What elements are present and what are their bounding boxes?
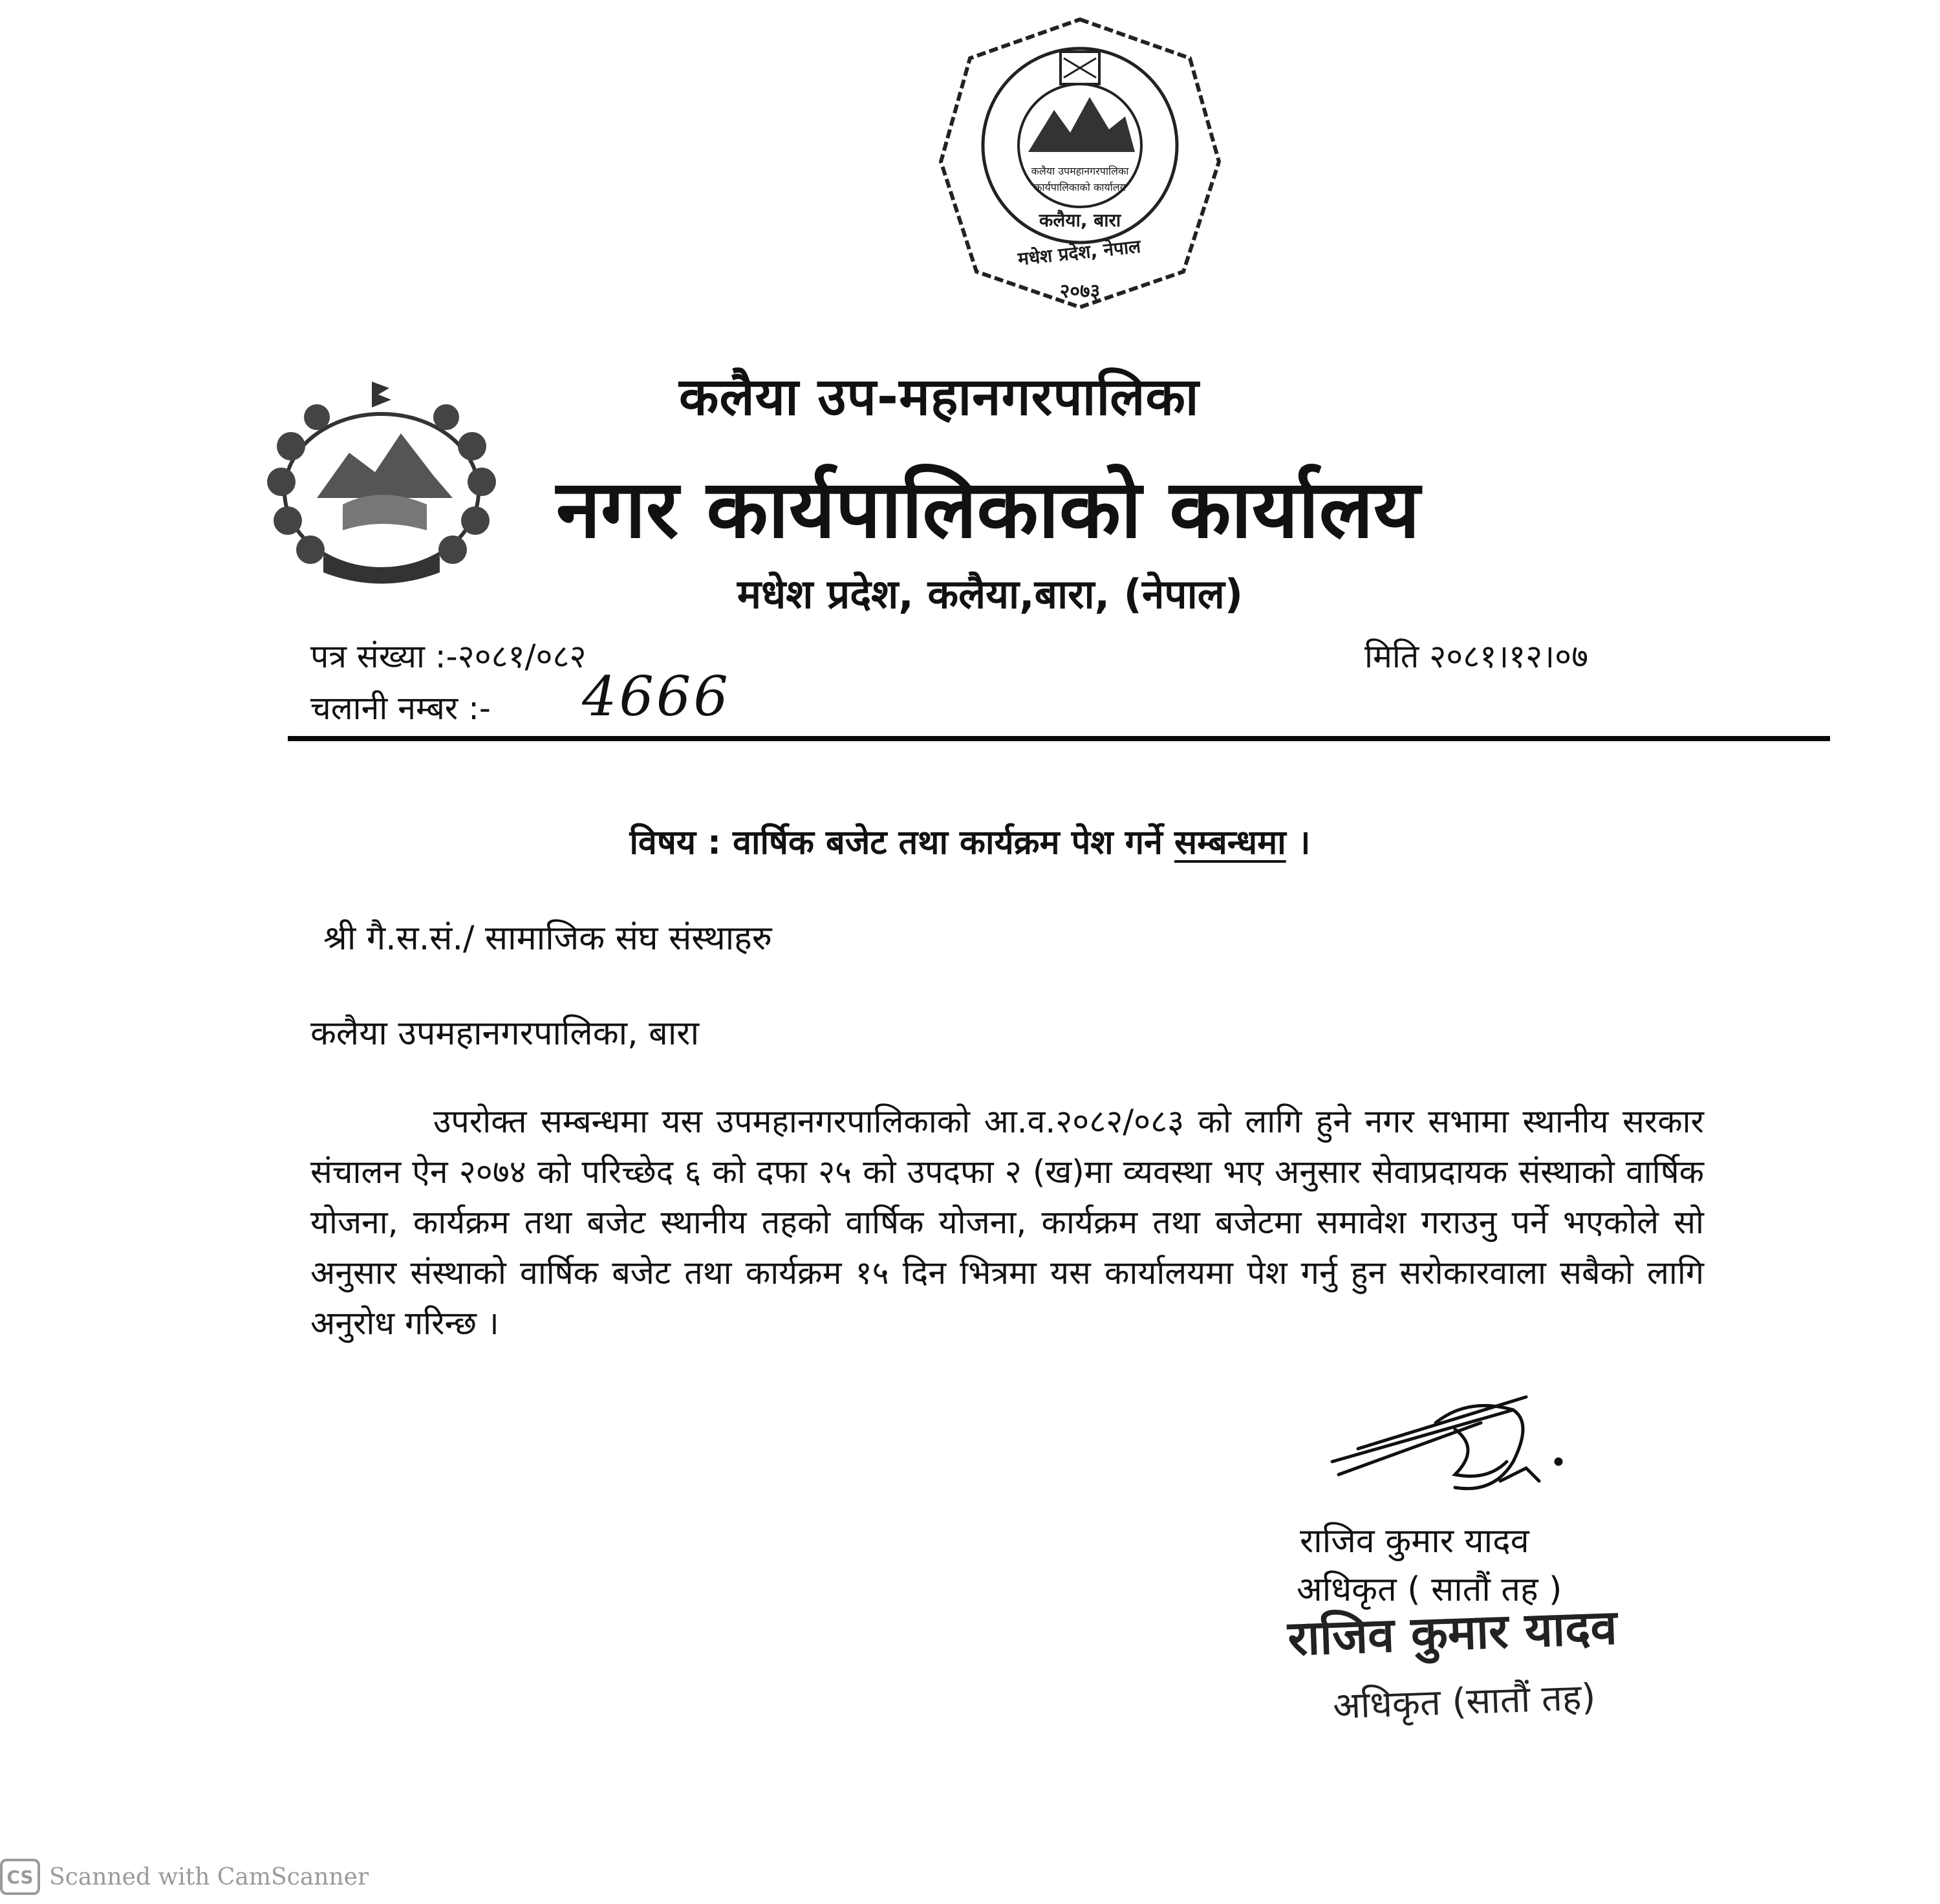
camscanner-watermark — [0, 1857, 369, 1896]
seal-text-line2: कार्यपालिकाको कार्यालय — [1034, 181, 1126, 193]
dispatch-number-label: चलानी नम्बर :- — [310, 689, 491, 727]
signer-title: अधिकृत ( सातौं तह ) — [1297, 1570, 1562, 1609]
name-stamp: राजिव कुमार यादव — [1287, 1599, 1618, 1667]
subject-underlined: सम्बन्धमा — [1174, 823, 1286, 862]
subject-line — [310, 821, 1630, 865]
seal-text-line1: कलैया उपमहानगरपालिका — [1031, 165, 1129, 177]
subject-suffix: । — [1297, 823, 1311, 862]
letter-body: उपरोक्त सम्बन्धमा यस उपमहानगरपालिकाको आ.व.२०८२/०८३ को लागि हुने नगर सभामा स्थानीय सरकार संचालन ऐन २०७४ को परिच्छेद ६ को दफा २५ को उपदफा २ (ख)मा व्यवस्था भए अनुसार सेवाप्रदायक संस्थाको वार्षिक योजना, कार्यक्रम तथा बजेट स्थानीय तहको वार्षिक योजना, कार्यक्रम तथा बजेटमा समावेश गराउनु पर्ने भएकोले सो अनुसार संस्थाको वार्षिक बजेट तथा कार्यक्रम १५ दिन भित्रमा यस कार्यालयमा पेश गर्नु हुन सरोकारवाला सबैको लागि अनुरोध गरिन्छ । — [310, 1103, 1704, 1342]
municipality-name: कलैया उप-महानगरपालिका — [679, 367, 1200, 427]
watermark-text: Scanned with CamScanner — [49, 1863, 369, 1890]
header-divider — [288, 736, 1830, 741]
letter-number: पत्र संख्या :-२०८१/०८२ — [310, 638, 587, 675]
nepal-emblem-icon — [246, 369, 517, 601]
recipient-line-2: कलैया उपमहानगरपालिका, बारा — [310, 1014, 700, 1053]
signer-name: राजिव कुमार यादव — [1300, 1522, 1529, 1561]
handwritten-signature — [1319, 1384, 1597, 1513]
office-address: मधेश प्रदेश, कलैया,बारा, (नेपाल) — [737, 570, 1244, 618]
title-stamp: अधिकृत (सातौं तह) — [1332, 1676, 1597, 1727]
letter-date: मिति २०८१।१२।०७ — [1364, 638, 1589, 675]
office-name: नगर कार्यपालिकाको कार्यालय — [556, 463, 1420, 556]
recipient-line-1: श्री गै.स.सं./ सामाजिक संघ संस्थाहरु — [323, 919, 772, 958]
dispatch-number-handwritten: 4666 — [582, 665, 731, 728]
seal-text-line4: मधेश प्रदेश, नेपाल — [1017, 235, 1142, 270]
camscanner-logo-icon: CS — [0, 1859, 40, 1895]
seal-text-year: २०७३ — [1059, 280, 1101, 303]
seal-text-line3: कलैया, बारा — [1039, 210, 1121, 231]
office-seal-stamp — [931, 13, 1229, 310]
subject-prefix: विषय : वार्षिक बजेट तथा कार्यक्रम पेश गर्ने — [629, 823, 1163, 862]
